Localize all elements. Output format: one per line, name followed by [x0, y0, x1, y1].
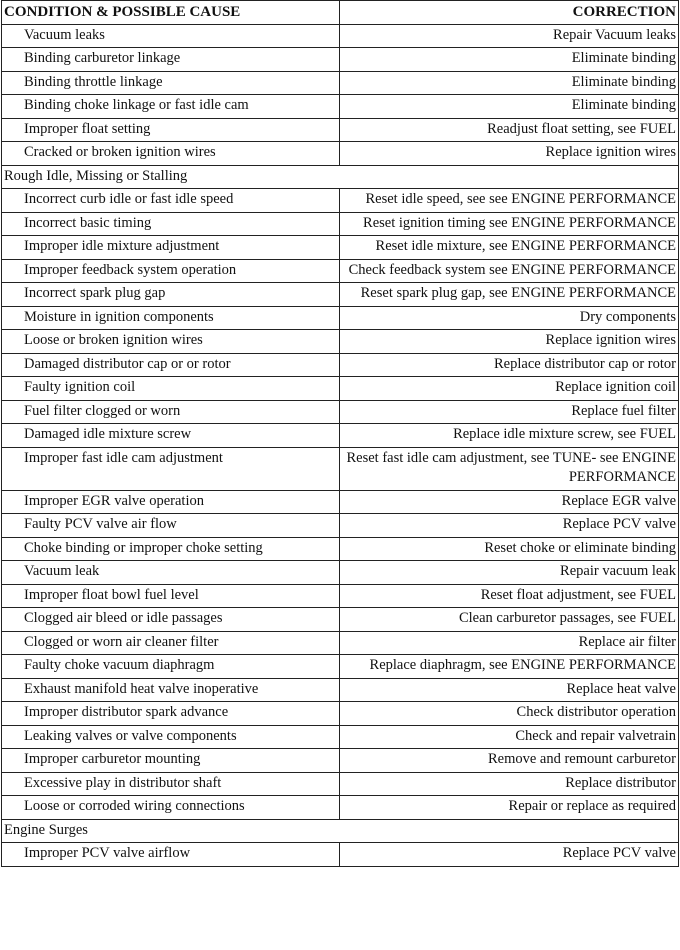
- table-row: [2, 353, 679, 377]
- condition-column-header: CONDITION & POSSIBLE CAUSE: [2, 1, 340, 25]
- table-row: [2, 447, 679, 490]
- condition-cell: Fuel filter clogged or worn: [2, 400, 340, 424]
- condition-cell: Cracked or broken ignition wires: [2, 142, 340, 166]
- condition-cell: Loose or corroded wiring connections: [2, 796, 340, 820]
- condition-cell: Improper feedback system operation: [2, 259, 340, 283]
- table-body: [2, 24, 679, 866]
- table-row: [2, 702, 679, 726]
- table-row: [2, 655, 679, 679]
- correction-cell: Reset choke or eliminate binding: [340, 537, 679, 561]
- condition-cell: Binding carburetor linkage: [2, 48, 340, 72]
- table-row: [2, 377, 679, 401]
- condition-cell: Improper PCV valve airflow: [2, 843, 340, 867]
- correction-cell: Replace diaphragm, see ENGINE PERFORMANCE: [340, 655, 679, 679]
- troubleshooting-table: [1, 0, 679, 867]
- table-row: [2, 424, 679, 448]
- condition-cell: Improper EGR valve operation: [2, 490, 340, 514]
- correction-cell: Dry components: [340, 306, 679, 330]
- condition-cell: Vacuum leak: [2, 561, 340, 585]
- correction-cell: Repair or replace as required: [340, 796, 679, 820]
- table-row: [2, 725, 679, 749]
- table-row: [2, 71, 679, 95]
- table-row: [2, 118, 679, 142]
- correction-cell: Reset ignition timing see ENGINE PERFORMANCE: [340, 212, 679, 236]
- condition-cell: Improper fast idle cam adjustment: [2, 447, 340, 490]
- condition-cell: Improper float setting: [2, 118, 340, 142]
- condition-cell: Loose or broken ignition wires: [2, 330, 340, 354]
- table-row: [2, 490, 679, 514]
- table-row: [2, 95, 679, 119]
- condition-cell: Clogged air bleed or idle passages: [2, 608, 340, 632]
- condition-cell: Damaged idle mixture screw: [2, 424, 340, 448]
- condition-cell: Exhaust manifold heat valve inoperative: [2, 678, 340, 702]
- condition-cell: Damaged distributor cap or or rotor: [2, 353, 340, 377]
- condition-cell: Faulty PCV valve air flow: [2, 514, 340, 538]
- correction-cell: Replace heat valve: [340, 678, 679, 702]
- correction-cell: Repair vacuum leak: [340, 561, 679, 585]
- correction-cell: Replace EGR valve: [340, 490, 679, 514]
- condition-cell: Faulty ignition coil: [2, 377, 340, 401]
- condition-cell: Incorrect curb idle or fast idle speed: [2, 189, 340, 213]
- correction-cell: Eliminate binding: [340, 95, 679, 119]
- condition-cell: Improper idle mixture adjustment: [2, 236, 340, 260]
- table-row: [2, 48, 679, 72]
- condition-cell: Faulty choke vacuum diaphragm: [2, 655, 340, 679]
- correction-cell: Eliminate binding: [340, 48, 679, 72]
- correction-cell: Check and repair valvetrain: [340, 725, 679, 749]
- table-row: [2, 514, 679, 538]
- condition-cell: Leaking valves or valve components: [2, 725, 340, 749]
- table-row: [2, 189, 679, 213]
- table-row: [2, 142, 679, 166]
- correction-cell: Replace ignition coil: [340, 377, 679, 401]
- correction-cell: Replace fuel filter: [340, 400, 679, 424]
- table-row: [2, 772, 679, 796]
- correction-cell: Reset fast idle cam adjustment, see TUNE- see ENGINE PERFORMANCE: [340, 447, 679, 490]
- table-row: [2, 584, 679, 608]
- condition-cell: Choke binding or improper choke setting: [2, 537, 340, 561]
- correction-cell: Check distributor operation: [340, 702, 679, 726]
- table-row: [2, 306, 679, 330]
- correction-cell: Reset spark plug gap, see ENGINE PERFORMANCE: [340, 283, 679, 307]
- correction-cell: Replace ignition wires: [340, 330, 679, 354]
- correction-cell: Remove and remount carburetor: [340, 749, 679, 773]
- table-row: [2, 843, 679, 867]
- correction-cell: Replace distributor: [340, 772, 679, 796]
- condition-cell: Improper float bowl fuel level: [2, 584, 340, 608]
- condition-cell: Clogged or worn air cleaner filter: [2, 631, 340, 655]
- table-row: [2, 236, 679, 260]
- correction-cell: Reset idle mixture, see ENGINE PERFORMANCE: [340, 236, 679, 260]
- table-row: [2, 283, 679, 307]
- correction-column-header: CORRECTION: [340, 1, 679, 25]
- table-row: [2, 259, 679, 283]
- correction-cell: Readjust float setting, see FUEL: [340, 118, 679, 142]
- table-row: [2, 631, 679, 655]
- table-row: [2, 796, 679, 820]
- condition-cell: Vacuum leaks: [2, 24, 340, 48]
- table-row: [2, 749, 679, 773]
- correction-cell: Eliminate binding: [340, 71, 679, 95]
- condition-cell: Binding choke linkage or fast idle cam: [2, 95, 340, 119]
- correction-cell: Replace idle mixture screw, see FUEL: [340, 424, 679, 448]
- table-row: [2, 561, 679, 585]
- section-row: [2, 165, 679, 189]
- condition-cell: Moisture in ignition components: [2, 306, 340, 330]
- condition-cell: Improper carburetor mounting: [2, 749, 340, 773]
- table-row: [2, 537, 679, 561]
- correction-cell: Clean carburetor passages, see FUEL: [340, 608, 679, 632]
- section-title: Engine Surges: [2, 819, 679, 843]
- table-row: [2, 24, 679, 48]
- table-row: [2, 400, 679, 424]
- correction-cell: Reset idle speed, see see ENGINE PERFORMANCE: [340, 189, 679, 213]
- section-title: Rough Idle, Missing or Stalling: [2, 165, 679, 189]
- condition-cell: Binding throttle linkage: [2, 71, 340, 95]
- correction-cell: Repair Vacuum leaks: [340, 24, 679, 48]
- correction-cell: Replace PCV valve: [340, 514, 679, 538]
- correction-cell: Reset float adjustment, see FUEL: [340, 584, 679, 608]
- condition-cell: Incorrect spark plug gap: [2, 283, 340, 307]
- correction-cell: Check feedback system see ENGINE PERFORMANCE: [340, 259, 679, 283]
- condition-cell: Excessive play in distributor shaft: [2, 772, 340, 796]
- condition-cell: Improper distributor spark advance: [2, 702, 340, 726]
- correction-cell: Replace ignition wires: [340, 142, 679, 166]
- table-row: [2, 678, 679, 702]
- condition-cell: Incorrect basic timing: [2, 212, 340, 236]
- table-row: [2, 608, 679, 632]
- correction-cell: Replace air filter: [340, 631, 679, 655]
- table-row: [2, 212, 679, 236]
- table-row: [2, 330, 679, 354]
- section-row: [2, 819, 679, 843]
- header-row: [2, 1, 679, 25]
- correction-cell: Replace distributor cap or rotor: [340, 353, 679, 377]
- correction-cell: Replace PCV valve: [340, 843, 679, 867]
